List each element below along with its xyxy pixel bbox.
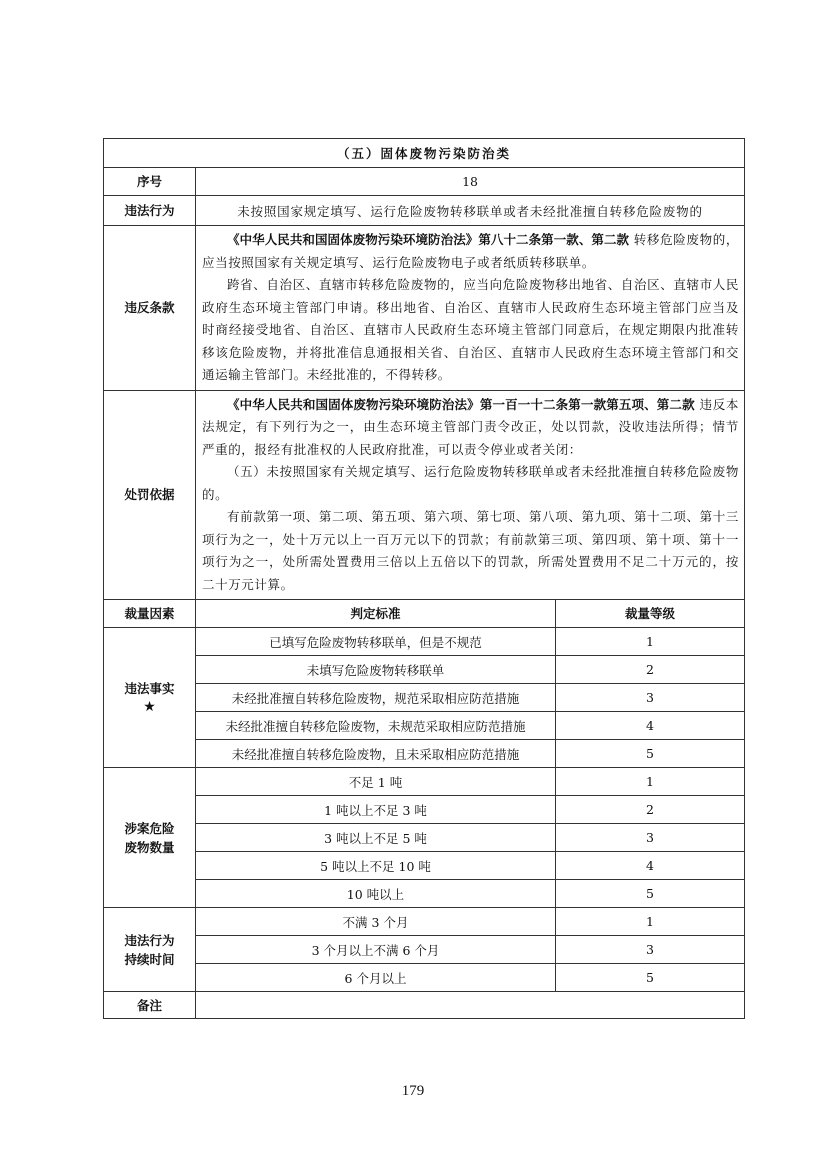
discretion-table	[103, 138, 745, 1019]
penalty-basis-para-1	[202, 394, 739, 462]
page-number: 179	[401, 1083, 425, 1099]
standard-cell: 未经批准擅自转移危险废物，且未采取相应防范措施	[196, 740, 556, 768]
standard-cell: 6 个月以上	[196, 964, 556, 992]
table-row	[104, 740, 745, 768]
level-cell: 3	[556, 824, 745, 852]
violated-clause-text	[196, 226, 745, 391]
violated-clause-para-1-text: 转移危险废物的，应当按照国家有关规定填写、运行危险废物电子或者纸质转移联单。	[202, 232, 740, 270]
level-cell: 2	[556, 796, 745, 824]
penalty-basis-para-1-text: 违反本法规定，有下列行为之一，由生态环境主管部门责令改正，处以罚款，没收违法所得；情节严重的，报经有批准权的人民政府批准，可以责令停业或者关闭：	[202, 396, 740, 457]
level-cell: 4	[556, 852, 745, 880]
table-row	[104, 964, 745, 992]
factor-label-line-1: 违法行为	[124, 932, 175, 948]
table-row	[104, 852, 745, 880]
level-cell: 1	[556, 628, 745, 656]
level-cell: 1	[556, 768, 745, 796]
factor-label: 违法事实	[124, 680, 175, 696]
table-row	[104, 712, 745, 740]
violated-clause-para-2: 跨省、自治区、直辖市转移危险废物的，应当向危险废物移出地省、自治区、直辖市人民政府生态环境主管部门申请。移出地省、自治区、直辖市人民政府生态环境主管部门应当及时商经接受地省、自治区、直辖市人民政府生态环境主管部门同意后，在规定期限内批准转移该危险废物，并将批准信息通报相关省、自治区、直辖市人民政府生态环境主管部门和交通运输主管部门。未经批准的，不得转移。	[202, 277, 740, 382]
level-cell: 3	[556, 684, 745, 712]
table-row	[104, 824, 745, 852]
level-cell: 5	[556, 740, 745, 768]
table-row	[104, 656, 745, 684]
penalty-basis-text	[196, 390, 745, 600]
table-row	[104, 936, 745, 964]
penalty-basis-label: 处罚依据	[104, 390, 196, 600]
standard-cell: 3 吨以上不足 5 吨	[196, 824, 556, 852]
factor-label-line-1: 涉案危险	[124, 820, 175, 836]
level-cell: 5	[556, 964, 745, 992]
remark-value	[196, 992, 745, 1019]
table-row	[104, 796, 745, 824]
standard-cell: 未经批准擅自转移危险废物，未规范采取相应防范措施	[196, 712, 556, 740]
standard-cell: 不满 3 个月	[196, 908, 556, 936]
table-row	[104, 684, 745, 712]
standard-cell: 3 个月以上不满 6 个月	[196, 936, 556, 964]
remark-label: 备注	[104, 992, 196, 1019]
table-row	[104, 768, 745, 796]
violated-law-reference: 《中华人民共和国固体废物污染环境防治法》第八十二条第一款、第二款	[227, 232, 630, 247]
standard-cell: 5 吨以上不足 10 吨	[196, 852, 556, 880]
standard-cell: 10 吨以上	[196, 880, 556, 908]
level-cell: 1	[556, 908, 745, 936]
penalty-basis-para-2: （五）未按照国家有关规定填写、运行危险废物转移联单或者未经批准擅自转移危险废物的。	[202, 464, 740, 502]
factor-duration	[104, 908, 196, 992]
violation-value: 未按照国家规定填写、运行危险废物转移联单或者未经批准擅自转移危险废物的	[196, 196, 745, 226]
factor-waste-quantity	[104, 768, 196, 908]
table-row	[104, 880, 745, 908]
serial-value: 18	[196, 168, 745, 196]
standard-cell: 未填写危险废物转移联单	[196, 656, 556, 684]
penalty-law-reference: 《中华人民共和国固体废物污染环境防治法》第一百一十二条第一款第五项、第二款	[227, 396, 695, 412]
standard-cell: 未经批准擅自转移危险废物，规范采取相应防范措施	[196, 684, 556, 712]
table-row	[104, 628, 745, 656]
serial-label: 序号	[104, 168, 196, 196]
violation-label: 违法行为	[104, 196, 196, 226]
header-standard: 判定标准	[196, 600, 556, 628]
header-level: 裁量等级	[556, 600, 745, 628]
header-factor: 裁量因素	[104, 600, 196, 628]
factor-violation-facts	[104, 628, 196, 768]
violated-clause-para-1	[202, 229, 739, 274]
factor-label-line-2: 持续时间	[124, 951, 175, 967]
table-title: （五）固体废物污染防治类	[104, 139, 745, 168]
level-cell: 2	[556, 656, 745, 684]
factor-label-line-2: 废物数量	[124, 839, 175, 855]
standard-cell: 不足 1 吨	[196, 768, 556, 796]
table-row	[104, 908, 745, 936]
star-icon: ★	[143, 698, 156, 715]
standard-cell: 已填写危险废物转移联单，但是不规范	[196, 628, 556, 656]
level-cell: 3	[556, 936, 745, 964]
violated-clause-label: 违反条款	[104, 226, 196, 391]
penalty-basis-para-3: 有前款第一项、第二项、第五项、第六项、第七项、第八项、第九项、第十二项、第十三项行为之一，处十万元以上一百万元以下的罚款；有前款第三项、第四项、第十项、第十一项行为之一，处所需处置费用三倍以上五倍以下的罚款，所需处置费用不足二十万元的，按二十万元计算。	[202, 509, 740, 592]
level-cell: 5	[556, 880, 745, 908]
level-cell: 4	[556, 712, 745, 740]
standard-cell: 1 吨以上不足 3 吨	[196, 796, 556, 824]
